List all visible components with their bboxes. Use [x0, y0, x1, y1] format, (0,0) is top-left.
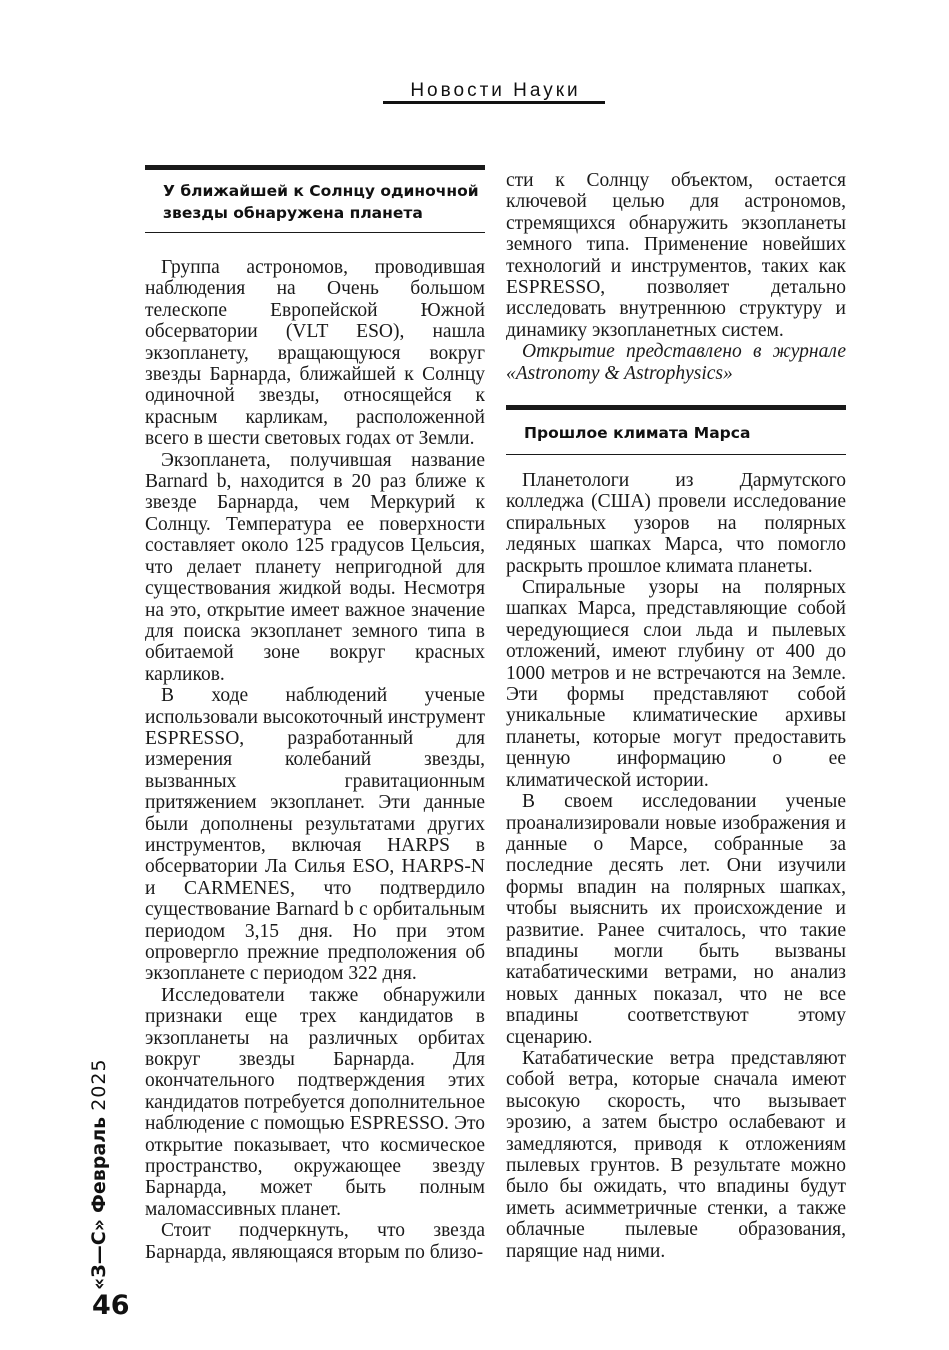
issue-year: 2025	[88, 1058, 110, 1111]
article1-continuation-paragraph: сти к Солнцу объектом, остается ключевой целью для астрономов, стремящихся обнаружить экзопланеты земного типа. Применение новейших технологий и инструментов, таких как ESPRESSO, позволяет детально исследовать внутреннюю структуру и динамику экзопланетных систем.	[506, 170, 846, 341]
section-header-title: Новости Науки	[410, 80, 581, 101]
article1-paragraph: Группа астрономов, проводившая наблюдения на Очень большом телескопе Европейской Южной обсерватории (VLT ESO), нашла экзопланету, вращающуюся вокруг звезды Барнарда, ближайшей к Солнцу одиночной звезды, относящейся к красным карликам, расположенной всего в шести световых годах от Земли.	[145, 257, 485, 450]
article1-body	[145, 257, 485, 1263]
magazine-issue-label	[88, 1058, 110, 1290]
article1-paragraph: Исследователи также обнаружили признаки еще трех кандидатов в экзопланеты на различных орбитах вокруг звезды Барнарда. Для окончательного подтверждения этих кандидатов потребуется дополнительное наблюдение с помощью ESPRESSO. Это открытие показывает, что космическое пространство, окружающее звезду Барнарда, может быть полным маломассивных планет.	[145, 984, 485, 1220]
article1-top-rule	[145, 165, 485, 170]
article1-title-bottom-rule	[145, 232, 485, 233]
article1-source: Открытие представлено в журнале «Astronomy & Astrophysics»	[506, 341, 846, 384]
article2-title-bottom-rule	[506, 454, 846, 455]
page-number: 46	[92, 1290, 130, 1321]
article1-paragraph: Экзопланета, получившая название Barnard b, находится в 20 раз ближе к звезде Барнарда, чем Меркурий к Солнцу. Температура ее поверхности составляет около 125 градусов Цельсия, что делает планету непригодной для существования жидкой воды. Несмотря на это, открытие имеет важное значение для поиска экзопланет земного типа в обитаемой зоне вокруг красных карликов.	[145, 449, 485, 685]
article2-title: Прошлое климата Марса	[524, 424, 751, 442]
article2-paragraph: Катабатические ветра представляют собой ветра, которые сначала имеют высокую скорость, что вызывает эрозию, а затем быстро ослабевают и замедляются, приводя к отложениям пылевых грунтов. В результате можно было бы ожидать, что впадины будут иметь асимметричные стенки, а также облачные пылевые образования, парящие над ними.	[506, 1047, 846, 1262]
article1-paragraph: В ходе наблюдений ученые использовали высокоточный инструмент ESPRESSO, разработанный для измерения колебаний звезды, вызванных гравитационным притяжением экзопланет. Эти данные были дополнены результатами других инструментов, включая HARPS в обсерватории Ла Силья ESO, HARPS-N и CARMENES, что подтвердило существование Barnard b с орбитальным периодом 3,15 дня. Но при этом опровергло прежние предположения об экзопланете с периодом 322 дня.	[145, 685, 485, 985]
article2-body	[506, 470, 846, 1262]
article2-paragraph: Спиральные узоры на полярных шапках Марса, представляющие собой чередующиеся слои льда и пылевых отложений, имеют глубину от 400 до 1000 метров и не встречаются на Земле. Эти формы представляют собой уникальные климатические архивы планеты, которые могут предоставить ценную информацию о ее климатической истории.	[506, 577, 846, 791]
article2-top-rule	[506, 405, 846, 410]
article1-continuation	[506, 170, 846, 384]
issue-month: Февраль	[88, 1116, 110, 1213]
article1-paragraph: Стоит подчеркнуть, что звезда Барнарда, являющаяся вторым по близо-	[145, 1220, 485, 1263]
magazine-name: «З—С»	[88, 1219, 110, 1290]
section-header-rule	[383, 101, 605, 104]
article1-title: У ближайшей к Солнцу одиночной звезды обнаружена планета	[163, 182, 479, 222]
article2-paragraph: Планетологи из Дармутского колледжа (США) провели исследование спиральных узоров на полярных ледяных шапках Марса, что помогло раскрыть прошлое климата планеты.	[506, 470, 846, 577]
article2-paragraph: В своем исследовании ученые проанализировали новые изображения и данные о Марсе, собранные за последние десять лет. Они изучили формы впадин на полярных шапках, чтобы выяснить их происхождение и развитие. Ранее считалось, что такие впадины могли быть вызваны катабатическими ветрами, но анализ новых данных показал, что не все впадины соответствуют этому сценарию.	[506, 791, 846, 1048]
section-header	[383, 80, 608, 102]
